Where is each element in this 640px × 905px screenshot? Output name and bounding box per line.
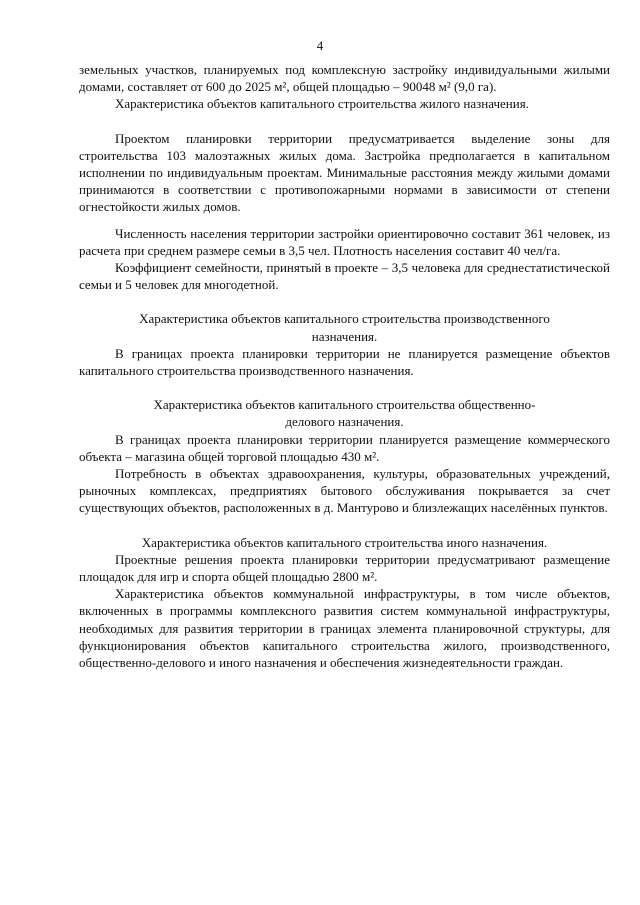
heading-public-business-line2: делового назначения. bbox=[285, 414, 404, 430]
heading-industrial-line1: Характеристика объектов капитального строительства производственного bbox=[139, 311, 550, 327]
document-body bbox=[79, 61, 610, 671]
heading-public-business bbox=[79, 396, 610, 430]
paragraph-residential-zone: Проектом планировки территории предусматривается выделение зоны для строительства 103 малоэтажных жилых дома. Застройка предполагается в капитальном исполнении по индивидуальным проектам. Минимальные расстояния между жилыми домами принимаются в соответствии с противопожарными нормами в зависимости от степени огнестойкости жилых домов. bbox=[79, 130, 610, 215]
paragraph-population: Численность населения территории застройки ориентировочно составит 361 человек, из расчета при среднем размере семьи в 3,5 чел. Плотность населения составит 40 чел/га. bbox=[79, 225, 610, 258]
heading-residential: Характеристика объектов капитального строительства жилого назначения. bbox=[115, 96, 529, 112]
heading-other-purpose: Характеристика объектов капитального строительства иного назначения. bbox=[141, 534, 548, 550]
paragraph-industrial: В границах проекта планировки территории не планируется размещение объектов капитального строительства производственного назначения. bbox=[79, 345, 610, 379]
paragraph-family-coefficient: Коэффициент семейности, принятый в проекте – 3,5 человека для среднестатистической семьи и 5 человек для многодетной. bbox=[79, 260, 610, 293]
page-number: 4 bbox=[316, 38, 324, 53]
paragraph-plot-sizes: земельных участков, планируемых под комплексную застройку индивидуальными жилыми домами, составляет от 600 до 2025 м², общей площадью – 90048 м² (9,0 га). bbox=[79, 62, 610, 95]
paragraph-utility-infrastructure: Характеристика объектов коммунальной инфраструктуры, в том числе объектов, включенных в программы комплексного развития систем коммунальной инфраструктуры, необходимых для развития территории в границах элемента планировочной структуры, для функционирования объектов капитального строительства жилого, производственного, общественно-делового и иного назначения и обеспечения жизнедеятельности граждан. bbox=[79, 586, 610, 671]
heading-industrial-line2: назначения. bbox=[311, 328, 378, 344]
paragraph-commercial-object: В границах проекта планировки территории планируется размещение коммерческого объекта – магазина общей торговой площадью 430 м². bbox=[79, 431, 610, 464]
paragraph-playgrounds: Проектные решения проекта планировки территории предусматривают размещение площадок для игр и спорта общей площадью 2800 м². bbox=[79, 551, 610, 585]
heading-public-business-line1: Характеристика объектов капитального строительства общественно- bbox=[153, 397, 536, 413]
heading-industrial bbox=[79, 310, 610, 344]
paragraph-social-needs: Потребность в объектах здравоохранения, культуры, образовательных учреждений, рыночных комплексах, предприятиях бытового обслуживания покрывается за счет существующих объектов, расположенных в д. Мантурово и близлежащих населённых пунктов. bbox=[79, 466, 610, 516]
